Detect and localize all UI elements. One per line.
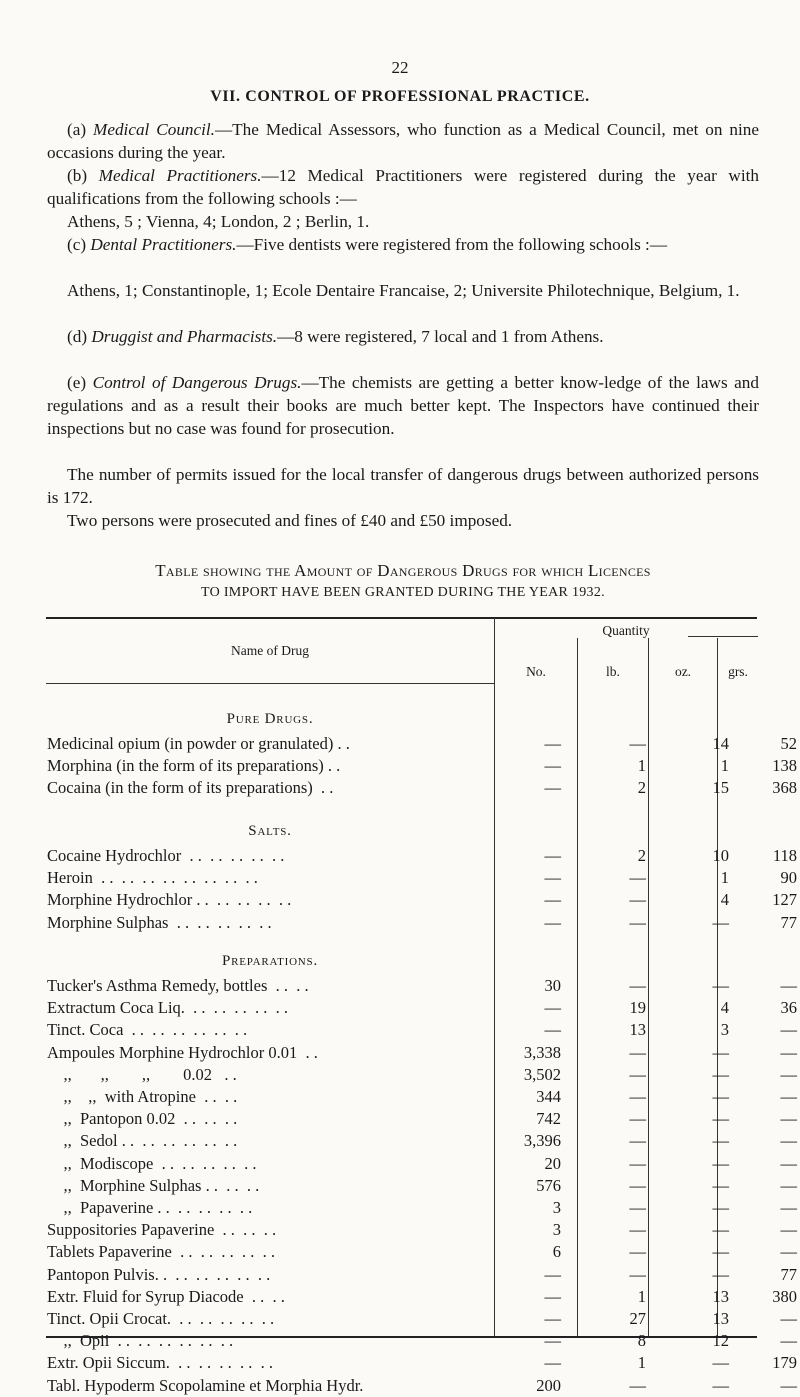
grains-cell: — [780, 1309, 797, 1328]
ounces-cell: — [712, 1087, 729, 1106]
ounces-cell: — [712, 1064, 729, 1084]
paragraph-d [47, 325, 759, 348]
grains-cell: 118 [772, 846, 797, 865]
ounces-cell: — [712, 1198, 729, 1217]
page-number: 22 [391, 58, 409, 77]
drug-name-cell: Extr. Fluid for Syrup Diacode . . . . [47, 1286, 285, 1306]
pounds-cell: — [629, 1375, 646, 1395]
header-name-of-drug: Name of Drug [231, 643, 309, 658]
pounds-cell: 2 [637, 846, 646, 865]
grains-cell: — [780, 976, 797, 995]
number-cell: — [544, 778, 561, 798]
number-cell: — [544, 1286, 561, 1306]
drug-name-cell: Extr. Opii Siccum. . . . . . . . . . . [47, 1353, 273, 1373]
section-title: Preparations. [221, 953, 319, 969]
drug-name-cell: Medicinal opium (in powder or granulated) . . [47, 734, 350, 753]
table-row [47, 1264, 797, 1286]
section-title: Pure Drugs. [226, 711, 314, 727]
pounds-cell: — [629, 912, 646, 932]
title-c: Dental Practitioners. [90, 235, 237, 254]
number-cell: 576 [536, 1175, 561, 1195]
ounces-cell: — [712, 1131, 729, 1151]
grains-cell: — [780, 1064, 797, 1084]
ounces-cell: — [712, 912, 729, 932]
pounds-cell: — [629, 868, 646, 888]
table-row [47, 1219, 797, 1241]
label-a: (a) [67, 120, 87, 139]
grains-cell: 90 [780, 868, 797, 888]
paragraph-e [47, 371, 759, 440]
pounds-cell: — [629, 1109, 646, 1129]
ounces-cell: 3 [720, 1020, 729, 1040]
header-no: No. [526, 664, 546, 679]
ounces-cell: — [712, 976, 729, 995]
ounces-cell: 12 [712, 1331, 729, 1351]
drug-name-cell: Tinct. Coca . . . . . . . . . . . . [47, 1020, 248, 1040]
pounds-cell: — [629, 1153, 646, 1173]
grains-cell: — [780, 1175, 797, 1195]
grains-cell: 368 [772, 778, 797, 798]
paragraph-c [47, 233, 759, 256]
number-cell: 3 [552, 1198, 561, 1217]
ounces-cell: 15 [712, 778, 729, 798]
grains-cell: — [780, 1042, 797, 1062]
label-e: (e) [67, 373, 87, 392]
drug-name-cell: ,, Morphine Sulphas . . . . . . [47, 1175, 260, 1195]
ounces-cell: — [712, 1353, 729, 1373]
grains-cell: — [780, 1375, 797, 1395]
drug-name-cell: Heroin . . . . . . . . . . . . . . . . [47, 868, 258, 888]
grains-cell: — [780, 1198, 797, 1217]
drug-name-cell: ,, Modiscope . . . . . . . . . . [47, 1153, 257, 1173]
title-b: Medical Practitioners. [98, 166, 262, 185]
label-b: (b) [67, 166, 88, 185]
pounds-cell: — [629, 1198, 646, 1217]
pounds-cell: — [629, 976, 646, 995]
table-row [47, 975, 797, 997]
pounds-cell: — [629, 1042, 646, 1062]
grains-cell: — [780, 1153, 797, 1173]
label-d: (d) [67, 327, 88, 346]
drug-name-cell: Extractum Coca Liq. . . . . . . . . . . [47, 998, 289, 1018]
pounds-cell: — [629, 1220, 646, 1240]
ounces-cell: 10 [712, 846, 729, 865]
drug-name-cell: ,, ,, with Atropine . . . . [47, 1087, 238, 1106]
number-cell: 20 [544, 1153, 561, 1173]
drug-name-cell: Morphina (in the form of its preparations) . . [47, 756, 341, 776]
number-cell: — [544, 912, 561, 932]
number-cell: — [544, 890, 561, 910]
table-row [47, 1108, 797, 1130]
grains-cell: — [780, 1242, 797, 1262]
grains-cell: 127 [772, 890, 797, 910]
grains-cell: 138 [772, 756, 797, 776]
ounces-cell: — [712, 1220, 729, 1240]
number-cell: 3,502 [523, 1064, 561, 1084]
pounds-cell: 8 [637, 1331, 646, 1351]
table-row [47, 1064, 797, 1086]
pounds-cell: — [629, 890, 646, 910]
ounces-cell: — [712, 1153, 729, 1173]
table-top-rule [46, 617, 757, 619]
grains-cell: — [780, 1087, 797, 1106]
name-header-rule [46, 683, 494, 684]
pounds-cell: — [629, 1264, 646, 1284]
drug-name-cell: Suppositories Papaverine . . . . . . [47, 1220, 277, 1240]
drug-name-cell: Cocaine Hydrochlor . . . . . . . . . . [47, 846, 285, 865]
drug-name-cell: Tabl. Hypoderm Scopolamine et Morphia Hydr. [47, 1375, 364, 1395]
number-cell: 344 [536, 1087, 561, 1106]
drug-name-cell: ,, Pantopon 0.02 . . . . . . [47, 1109, 238, 1129]
number-cell: — [544, 756, 561, 776]
drug-name-cell: Tinct. Opii Crocat. . . . . . . . . . . [47, 1309, 275, 1328]
ounces-cell: 4 [720, 998, 729, 1018]
pounds-cell: 1 [637, 1353, 646, 1373]
grains-cell: — [780, 1220, 797, 1240]
number-cell: — [544, 1331, 561, 1351]
grains-cell: 77 [780, 1264, 797, 1284]
text-c: —Five dentists were registered from the following schools :— [236, 235, 668, 254]
table-row [47, 1197, 797, 1219]
pounds-cell: — [629, 734, 646, 753]
drug-name-cell: Tablets Papaverine . . . . . . . . . . [47, 1242, 275, 1262]
table-row [47, 733, 797, 755]
grains-cell: 380 [772, 1286, 797, 1306]
table-row [47, 1330, 797, 1352]
header-grs: grs. [728, 664, 748, 679]
table-row [47, 889, 797, 911]
table-row [47, 1086, 797, 1108]
paragraph-a [47, 118, 759, 164]
title-e: Control of Dangerous Drugs. [92, 373, 302, 392]
table-row [47, 1241, 797, 1263]
number-cell: — [544, 1309, 561, 1328]
grains-cell: 77 [780, 912, 797, 932]
table-caption-line-2: TO IMPORT HAVE BEEN GRANTED DURING THE YEAR 1932. [201, 585, 605, 600]
pounds-cell: — [629, 1242, 646, 1262]
section-title: Salts. [248, 823, 292, 839]
ounces-cell: — [712, 1042, 729, 1062]
text-e: —The chemists are getting a better know-ledge of the laws and regulations and as a result their books are much better kept. The Inspectors have continued their inspections but no case was found for prosecution. [47, 373, 759, 438]
title-a: Medical Council. [93, 120, 215, 139]
number-cell: — [544, 868, 561, 888]
ounces-cell: 13 [712, 1286, 729, 1306]
pounds-cell: — [629, 1064, 646, 1084]
pounds-cell: 27 [629, 1309, 646, 1328]
number-cell: 742 [536, 1109, 561, 1129]
number-cell: 3,338 [523, 1042, 561, 1062]
drug-name-cell: ,, Sedol . . . . . . . . . . . . [47, 1131, 238, 1151]
grains-cell: 36 [780, 998, 797, 1018]
table-row [47, 867, 797, 889]
drug-name-cell: Morphine Hydrochlor . . . . . . . . . . [47, 890, 292, 910]
number-cell: 3 [552, 1220, 561, 1240]
pounds-cell: — [629, 1131, 646, 1151]
table-row [47, 1375, 797, 1397]
permits-paragraph: The number of permits issued for the local transfer of dangerous drugs between authorized persons is 172. [47, 465, 759, 507]
ounces-cell: 13 [712, 1309, 729, 1328]
drug-name-cell: ,, Opii . . . . . . . . . . . . [47, 1331, 234, 1351]
drug-name-cell: Ampoules Morphine Hydrochlor 0.01 . . [47, 1042, 318, 1062]
header-lb: lb. [606, 664, 620, 679]
text-a: —The Medical Assessors, who function as a Medical Council, met on nine occasions during the year. [47, 120, 759, 162]
text-b: —12 Medical Practitioners were registered during the year with qualifications from the following schools :— [47, 166, 759, 208]
grains-cell: — [780, 1020, 797, 1040]
table-row [47, 1175, 797, 1197]
pounds-cell: 2 [637, 778, 646, 798]
number-cell: 200 [536, 1375, 561, 1395]
pounds-cell: 19 [629, 998, 646, 1018]
pounds-cell: 1 [637, 756, 646, 776]
pounds-cell: — [629, 1175, 646, 1195]
title-d: Druggist and Pharmacists. [91, 327, 278, 346]
pounds-cell: — [629, 1087, 646, 1106]
drug-name-cell: Pantopon Pulvis. . . . . . . . . . . . [47, 1264, 271, 1284]
ounces-cell: — [712, 1242, 729, 1262]
ounces-cell: 1 [720, 868, 729, 888]
dental-schools-list: Athens, 1; Constantinople, 1; Ecole Dentaire Francaise, 2; Universite Philotechnique, Belgium, 1. [67, 281, 740, 300]
table-caption-line-1: Table showing the Amount of Dangerous Drugs for which Licences [155, 561, 651, 580]
number-cell: 6 [552, 1242, 561, 1262]
number-cell: — [544, 846, 561, 865]
table-row [47, 1019, 797, 1041]
table-row [47, 1153, 797, 1175]
paragraph-b [47, 164, 759, 210]
number-cell: — [544, 1020, 561, 1040]
medical-schools-list: Athens, 5 ; Vienna, 4; London, 2 ; Berlin, 1. [67, 212, 370, 231]
number-cell: 3,396 [523, 1131, 561, 1151]
text-d: —8 were registered, 7 local and 1 from Athens. [277, 327, 604, 346]
section-heading: VII. CONTROL OF PROFESSIONAL PRACTICE. [210, 88, 590, 105]
header-oz: oz. [674, 664, 692, 679]
number-cell: — [544, 1264, 561, 1284]
pounds-cell: 1 [637, 1286, 646, 1306]
ounces-cell: — [712, 1175, 729, 1195]
ounces-cell: 14 [712, 734, 729, 753]
table-row [47, 755, 797, 777]
grains-cell: — [780, 1131, 797, 1151]
table-row [47, 1286, 797, 1308]
drug-name-cell: Cocaina (in the form of its preparations) . . [47, 778, 334, 798]
table-row [47, 777, 797, 799]
prosecution-paragraph: Two persons were prosecuted and fines of £40 and £50 imposed. [67, 511, 513, 530]
grains-cell: 179 [772, 1353, 797, 1373]
number-cell: — [544, 734, 561, 753]
drug-name-cell: Tucker's Asthma Remedy, bottles . . . . [47, 976, 309, 995]
ounces-cell: — [712, 1264, 729, 1284]
drug-name-cell: ,, ,, ,, 0.02 . . [47, 1064, 237, 1084]
number-cell: — [544, 998, 561, 1018]
drug-name-cell: Morphine Sulphas . . . . . . . . . . [47, 912, 272, 932]
table-row [47, 1042, 797, 1064]
drug-name-cell: ,, Papaverine . . . . . . . . . . [47, 1198, 253, 1217]
table-row [47, 845, 797, 867]
header-quantity: Quantity [602, 623, 650, 638]
number-cell: — [544, 1353, 561, 1373]
ounces-cell: — [712, 1375, 729, 1395]
table-row [47, 912, 797, 934]
ounces-cell: — [712, 1109, 729, 1129]
pounds-cell: 13 [629, 1020, 646, 1040]
table-row [47, 997, 797, 1019]
table-row [47, 1130, 797, 1152]
grains-cell: 52 [780, 734, 797, 753]
ounces-cell: 1 [720, 756, 729, 776]
table-row [47, 1308, 797, 1330]
number-cell: 30 [544, 976, 561, 995]
label-c: (c) [67, 235, 87, 254]
ounces-cell: 4 [720, 890, 729, 910]
grains-cell: — [780, 1331, 797, 1351]
grains-cell: — [780, 1109, 797, 1129]
table-row [47, 1352, 797, 1374]
